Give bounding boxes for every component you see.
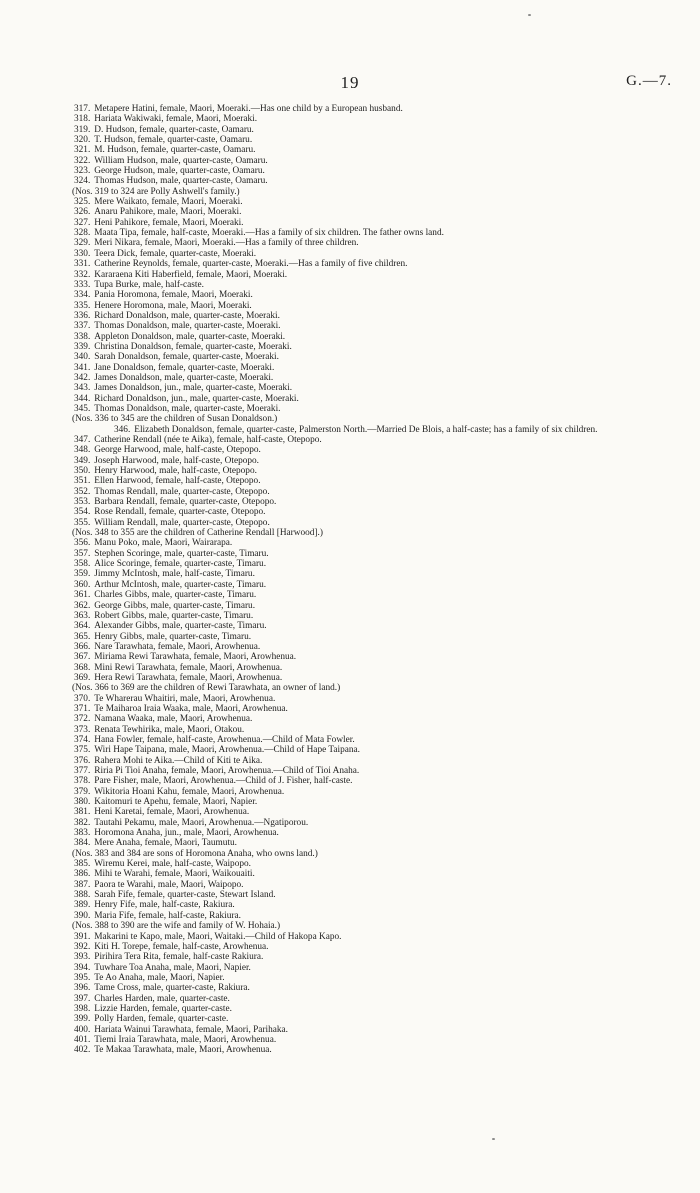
register-entry [34,507,678,517]
register-entry [34,404,678,414]
register-entry [34,332,678,342]
entry-number: 389. [74,900,91,911]
entry-number: 318. [74,114,91,125]
entry-number: 350. [74,466,91,477]
entry-number: 352. [74,486,91,497]
entry-text: Manu Poko, male, Maori, Wairarapa. [94,538,233,549]
entry-number: 388. [74,890,91,901]
entry-number: 387. [74,879,91,890]
entry-text: Tautahi Pekamu, male, Maori, Arowhenua.—Ngatiporou. [94,817,309,828]
register-entry [34,973,678,983]
entry-text: Henry Harwood, male, half-caste, Otepopo. [94,466,257,477]
entry-text: Thomas Donaldson, male, quarter-caste, Moeraki. [94,321,281,332]
register-entry [34,559,678,569]
entry-text: Tuwhare Toa Anaha, male, Maori, Napier. [94,962,251,973]
entry-text: George Gibbs, male, quarter-caste, Timaru. [94,600,256,611]
register-entry [34,259,678,269]
entry-text: Henry Fife, male, half-caste, Rakiura. [94,900,235,911]
entry-number: 332. [74,269,91,280]
register-note [34,528,678,538]
register-entry [34,963,678,973]
entry-number: 322. [74,155,91,166]
register-entry [34,1004,678,1014]
entry-text: Appleton Donaldson, male, quarter-caste, Moeraki. [94,331,286,342]
entry-number: 317. [74,104,91,114]
entry-text: Tiemi Iraia Tarawhata, male, Maori, Arowhenua. [94,1034,277,1045]
entry-number: 330. [74,248,91,259]
entry-number: 335. [74,300,91,311]
entry-number: 343. [74,383,91,394]
entry-text: Mere Anaha, female, Maori, Taumutu. [94,838,237,849]
register-entry [34,363,678,373]
entry-text: T. Hudson, female, quarter-caste, Oamaru. [94,135,253,146]
register-entry [34,342,678,352]
entry-number: 339. [74,341,91,352]
register-entry [34,983,678,993]
entry-text: Stephen Scoringe, male, quarter-caste, Timaru. [94,548,269,559]
entry-number: 382. [74,817,91,828]
entry-text: Heni Karetai, female, Maori, Arowhenua. [94,807,250,818]
register-entry [34,1025,678,1035]
entry-text: Te Ao Anaha, male, Maori, Napier. [94,972,225,983]
entry-text: Henry Gibbs, male, quarter-caste, Timaru. [94,631,252,642]
entry-number: 381. [74,807,91,818]
entry-text: Alexander Gibbs, male, quarter-caste, Timaru. [94,621,267,632]
entry-text: Thomas Donaldson, male, quarter-caste, Moeraki. [94,403,281,414]
note-text: (Nos. 388 to 390 are the wife and family of W. Hohaia.) [72,921,281,932]
entry-number: 348. [74,445,91,456]
entry-number: 340. [74,352,91,363]
entry-text: Meri Nikara, female, Maori, Moeraki.—Has a family of three children. [94,238,359,249]
register-entry [34,394,678,404]
register-entry [34,756,678,766]
register-note [34,683,678,693]
entry-number: 326. [74,207,91,218]
register-entry [34,569,678,579]
register-entries-list [34,104,678,1056]
register-entry [34,352,678,362]
entry-number: 369. [74,672,91,683]
register-entry [34,383,678,393]
entry-text: Elizabeth Donaldson, female, quarter-caste, Palmerston North.—Married De Blois, a half-caste; has a family of six children. [134,424,598,435]
page-number: 19 [340,73,360,92]
note-text: (Nos. 383 and 384 are sons of Horomona Anaha, who owns land.) [72,848,318,859]
register-note [34,849,678,859]
entry-number: 327. [74,217,91,228]
entry-number: 319. [74,124,91,135]
entry-text: Mere Waikato, female, Maori, Moeraki. [94,197,243,208]
register-note [34,187,678,197]
entry-number: 321. [74,145,91,156]
register-entry [34,621,678,631]
entry-text: Kaitomuri te Apehu, female, Maori, Napier. [94,797,258,808]
entry-number: 372. [74,714,91,725]
entry-text: Jimmy McIntosh, male, half-caste, Timaru. [94,569,255,580]
entry-text: Pania Horomona, female, Maori, Moeraki. [94,290,253,301]
entry-number: 365. [74,631,91,642]
register-entry [34,280,678,290]
entry-number: 328. [74,228,91,239]
speck [528,14,531,16]
register-entry [34,456,678,466]
entry-text: Arthur McIntosh, male, quarter-caste, Timaru. [94,579,267,590]
register-entry [34,766,678,776]
entry-text: Sarah Fife, female, quarter-caste, Stewart Island. [94,890,276,901]
speck [492,1138,495,1140]
entry-number: 399. [74,1014,91,1025]
entry-number: 325. [74,197,91,208]
entry-text: Richard Donaldson, jun., male, quarter-caste, Moeraki. [94,393,299,404]
register-entry [34,466,678,476]
entry-number: 370. [74,693,91,704]
entry-number: 386. [74,869,91,880]
register-entry [34,735,678,745]
entry-text: Robert Gibbs, male, quarter-caste, Timaru. [94,610,254,621]
entry-text: Hana Fowler, female, half-caste, Arowhenua.—Child of Mata Fowler. [94,734,355,745]
entry-number: 351. [74,476,91,487]
entry-number: 329. [74,238,91,249]
entry-number: 333. [74,279,91,290]
entry-number: 377. [74,766,91,776]
entry-number: 355. [74,517,91,528]
entry-number: 385. [74,859,91,870]
entry-number: 341. [74,362,91,373]
register-entry [34,932,678,942]
entry-number: 336. [74,310,91,321]
entry-text: Thomas Hudson, male, quarter-caste, Oamaru. [94,176,268,187]
entry-text: Catherine Rendall (née te Aika), female, half-caste, Otepopo. [94,435,322,445]
register-entry [34,838,678,848]
entry-text: Wiremu Kerei, male, half-caste, Waipopo. [94,859,251,870]
entry-number: 375. [74,745,91,756]
register-entry [34,249,678,259]
entry-number: 378. [74,776,91,787]
register-note [34,921,678,931]
register-entry [34,156,678,166]
entry-number: 366. [74,641,91,652]
entry-text: Sarah Donaldson, female, quarter-caste, Moeraki. [94,352,279,363]
register-entry [34,1035,678,1045]
entry-text: Pare Fisher, male, Maori, Arowhenua.—Child of J. Fisher, half-caste. [94,776,353,787]
entry-number: 357. [74,548,91,559]
entry-text: Christina Donaldson, female, quarter-caste, Moeraki. [94,341,292,352]
entry-text: Te Wharerau Whaitiri, male, Maori, Arowhenua. [94,693,276,704]
entry-number: 345. [74,403,91,414]
register-entry [34,290,678,300]
register-entry [34,942,678,952]
entry-number: 390. [74,910,91,921]
register-entry [34,207,678,217]
register-entry [34,900,678,910]
register-entry [34,425,678,435]
entry-number: 379. [74,786,91,797]
entry-text: D. Hudson, female, quarter-caste, Oamaru. [94,124,254,135]
entry-number: 393. [74,952,91,963]
register-entry [34,1014,678,1024]
entry-number: 376. [74,755,91,766]
register-entry [34,476,678,486]
register-entry [34,911,678,921]
register-entry [34,1045,678,1055]
register-entry [34,445,678,455]
register-entry [34,714,678,724]
entry-text: Teera Dick, female, quarter-caste, Moeraki. [94,248,257,259]
register-entry [34,114,678,124]
register-entry [34,321,678,331]
entry-text: Pirihira Tera Rita, female, half-caste Rakiura. [94,952,264,963]
register-entry [34,859,678,869]
register-entry [34,497,678,507]
entry-number: 347. [74,435,91,445]
entry-number: 401. [74,1034,91,1045]
entry-text: Wiri Hape Taipana, male, Maori, Arowhenua.—Child of Hape Taipana. [94,745,360,756]
register-entry [34,125,678,135]
entry-text: Tame Cross, male, quarter-caste, Rakiura. [94,983,250,994]
entry-text: James Donaldson, jun., male, quarter-caste, Moeraki. [94,383,293,394]
entry-number: 320. [74,135,91,146]
entry-text: Metapere Hatini, female, Maori, Moeraki.—Has one child by a European husband. [94,104,403,114]
entry-text: Paora te Warahi, male, Maori, Waipopo. [94,879,244,890]
register-entry [34,652,678,662]
entry-number: 384. [74,838,91,849]
register-entry [34,435,678,445]
register-entry [34,725,678,735]
register-entry [34,538,678,548]
entry-number: 398. [74,1003,91,1014]
entry-text: M. Hudson, female, quarter-caste, Oamaru. [94,145,256,156]
register-entry [34,704,678,714]
entry-text: Jane Donaldson, female, quarter-caste, Moeraki. [94,362,275,373]
entry-text: Thomas Rendall, male, quarter-caste, Otepopo. [94,486,270,497]
register-entry [34,176,678,186]
entry-text: Namana Waaka, male, Maori, Arowhenua. [94,714,253,725]
register-entry [34,807,678,817]
document-reference: G.—7. [626,73,672,89]
entry-number: 402. [74,1045,91,1056]
register-entry [34,787,678,797]
entry-text: Wikitoria Hoani Kahu, female, Maori, Arowhenua. [94,786,285,797]
entry-text: Catherine Reynolds, female, quarter-caste, Moeraki.—Has a family of five children. [94,259,408,270]
entry-number: 396. [74,983,91,994]
register-entry [34,994,678,1004]
register-entry [34,952,678,962]
register-entry [34,518,678,528]
entry-text: Maata Tipa, female, half-caste, Moeraki.—Has a family of six children. The father owns land. [94,228,444,239]
entry-number: 368. [74,662,91,673]
entry-number: 400. [74,1024,91,1035]
register-entry [34,632,678,642]
entry-text: Anaru Pahikore, male, Maori, Moeraki. [94,207,242,218]
entry-number: 338. [74,331,91,342]
entry-number: 346. [114,424,131,435]
entry-text: Charles Harden, male, quarter-caste. [94,993,230,1004]
entry-number: 334. [74,290,91,301]
entry-text: Polly Harden, female, quarter-caste. [94,1014,229,1025]
entry-number: 362. [74,600,91,611]
entry-number: 359. [74,569,91,580]
register-entry [34,611,678,621]
entry-text: Hariata Wakiwaki, female, Maori, Moeraki. [94,114,258,125]
entry-text: Lizzie Harden, female, quarter-caste. [94,1003,232,1014]
note-text: (Nos. 348 to 355 are the children of Catherine Rendall [Harwood].) [72,528,323,539]
entry-number: 342. [74,372,91,383]
entry-text: Charles Gibbs, male, quarter-caste, Timaru. [94,590,257,601]
register-entry [34,642,678,652]
register-entry [34,301,678,311]
entry-number: 353. [74,497,91,508]
register-entry [34,487,678,497]
register-entry [34,238,678,248]
entry-text: Makarini te Kapo, male, Maori, Waitaki.—Child of Hakopa Kapo. [94,931,342,942]
entry-text: Te Maiharoa Iraia Waaka, male, Maori, Arowhenua. [94,703,288,714]
register-entry [34,228,678,238]
entry-number: 367. [74,652,91,663]
entry-number: 323. [74,166,91,177]
entry-number: 337. [74,321,91,332]
entry-text: Te Makaa Tarawhata, male, Maori, Arowhenua. [94,1045,272,1056]
entry-text: Mini Rewi Tarawhata, female, Maori, Arowhenua. [94,662,283,673]
note-text: (Nos. 319 to 324 are Polly Ashwell's family.) [72,186,240,197]
register-entry [34,601,678,611]
register-entry [34,135,678,145]
register-entry [34,197,678,207]
entry-number: 356. [74,538,91,549]
entry-number: 331. [74,259,91,270]
register-entry [34,776,678,786]
entry-number: 371. [74,703,91,714]
register-entry [34,828,678,838]
entry-number: 358. [74,559,91,570]
entry-text: Alice Scoringe, female, quarter-caste, Timaru. [94,559,267,570]
register-entry [34,880,678,890]
entry-text: Kiti H. Torepe, female, half-caste, Arowhenua. [94,941,269,952]
entry-number: 395. [74,972,91,983]
entry-number: 380. [74,797,91,808]
entry-number: 397. [74,993,91,1004]
register-entry [34,373,678,383]
entry-text: Joseph Harwood, male, half-caste, Otepopo. [94,455,259,466]
register-entry [34,890,678,900]
entry-text: Horomona Anaha, jun., male, Maori, Arowhenua. [94,828,279,839]
register-entry [34,104,678,114]
register-entry [34,694,678,704]
entry-number: 361. [74,590,91,601]
entry-number: 383. [74,828,91,839]
entry-number: 324. [74,176,91,187]
entry-text: Hera Rewi Tarawhata, female, Maori, Arowhenua. [94,672,283,683]
entry-text: Riria Pi Tioi Anaha, female, Maori, Arowhenua.—Child of Tioi Anaha. [94,766,360,776]
register-entry [34,218,678,228]
entry-text: James Donaldson, male, quarter-caste, Moeraki. [94,372,274,383]
entry-text: Ellen Harwood, female, half-caste, Otepopo. [94,476,261,487]
note-text: (Nos. 336 to 345 are the children of Susan Donaldson.) [72,414,278,425]
register-entry [34,549,678,559]
register-entry [34,797,678,807]
register-entry [34,673,678,683]
entry-number: 394. [74,962,91,973]
entry-text: Richard Donaldson, male, quarter-caste, Moeraki. [94,310,280,321]
entry-number: 391. [74,931,91,942]
entry-number: 349. [74,455,91,466]
entry-text: Nare Tarawhata, female, Maori, Arowhenua. [94,641,261,652]
entry-text: Mihi te Warahi, female, Maori, Waikouaiti. [94,869,255,880]
register-entry [34,745,678,755]
register-entry [34,270,678,280]
register-entry [34,580,678,590]
entry-number: 344. [74,393,91,404]
entry-text: George Hudson, male, quarter-caste, Oamaru. [94,166,265,177]
entry-text: Maria Fife, female, half-caste, Rakiura. [94,910,241,921]
entry-number: 364. [74,621,91,632]
entry-text: Heni Pahikore, female, Maori, Moeraki. [94,217,244,228]
entry-text: Hariata Wainui Tarawhata, female, Maori, Parihaka. [94,1024,288,1035]
entry-text: Tupa Burke, male, half-caste. [94,279,204,290]
entry-text: William Rendall, male, quarter-caste, Otepopo. [94,517,270,528]
entry-number: 374. [74,734,91,745]
register-entry [34,869,678,879]
register-entry [34,818,678,828]
entry-number: 363. [74,610,91,621]
entry-text: Kararaena Kiti Haberfield, female, Maori, Moeraki. [94,269,288,280]
entry-text: Rahera Mohi te Aika.—Child of Kiti te Aika. [94,755,263,766]
register-entry [34,166,678,176]
entry-text: Barbara Rendall, female, quarter-caste, Otepopo. [94,497,277,508]
entry-text: Miriama Rewi Tarawhata, female, Maori, Arowhenua. [94,652,297,663]
entry-text: George Harwood, male, half-caste, Otepopo. [94,445,261,456]
entry-number: 354. [74,507,91,518]
entry-text: Rose Rendall, female, quarter-caste, Otepopo. [94,507,266,518]
entry-number: 360. [74,579,91,590]
entry-text: Henere Horomona, male, Maori, Moeraki. [94,300,252,311]
entry-number: 392. [74,941,91,952]
register-entry [34,663,678,673]
register-entry [34,590,678,600]
entry-number: 373. [74,724,91,735]
register-note [34,414,678,424]
note-text: (Nos. 366 to 369 are the children of Rewi Tarawhata, an owner of land.) [72,683,341,694]
register-entry [34,145,678,155]
entry-text: William Hudson, male, quarter-caste, Oamaru. [94,155,268,166]
register-entry [34,311,678,321]
entry-text: Renata Tewhirika, male, Maori, Otakou. [94,724,245,735]
